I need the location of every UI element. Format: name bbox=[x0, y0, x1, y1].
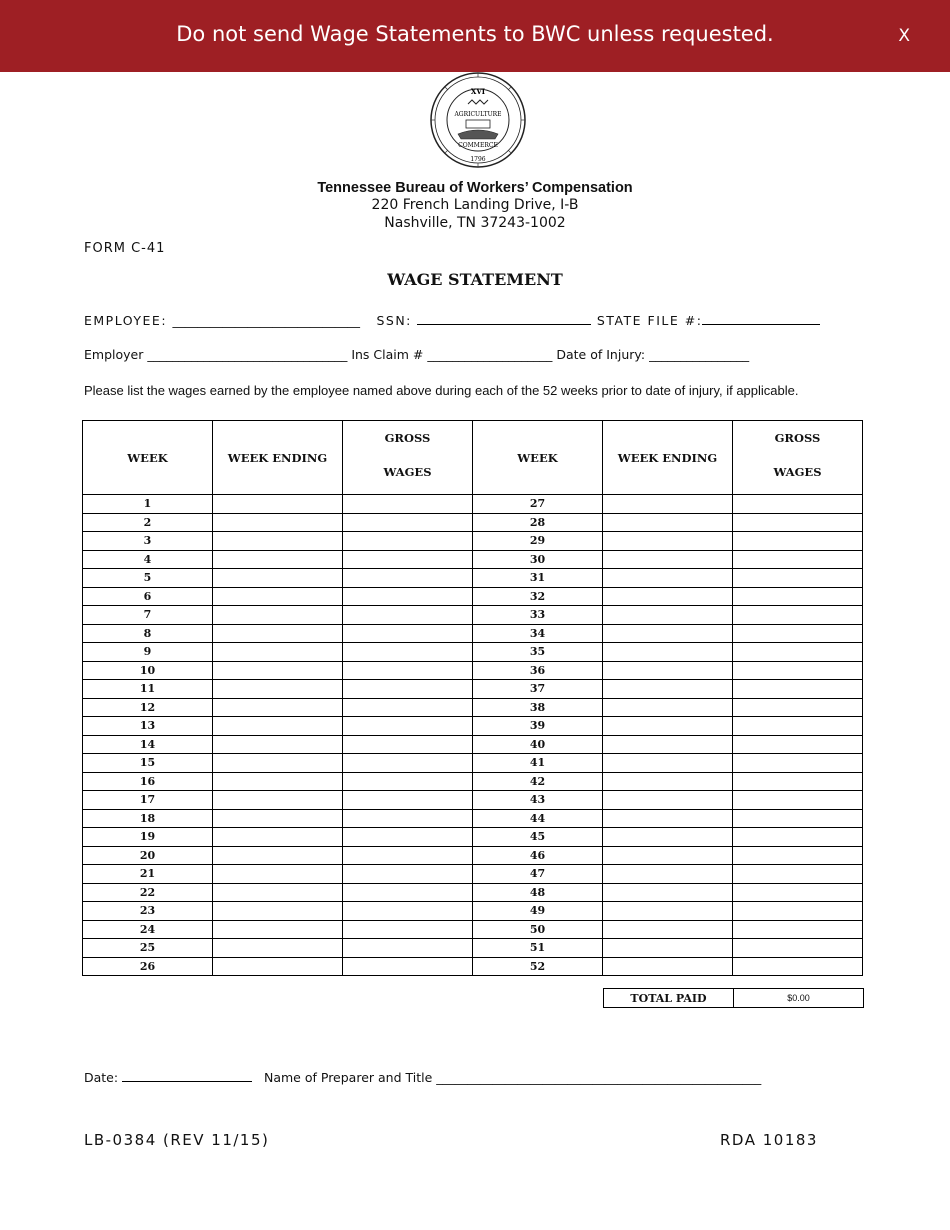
week-number-cell: 33 bbox=[473, 606, 603, 625]
preparer-label: Name of Preparer and Title bbox=[264, 1070, 433, 1085]
gross-wages-input[interactable] bbox=[343, 698, 473, 717]
week-number-cell: 42 bbox=[473, 772, 603, 791]
gross-wages-input[interactable] bbox=[343, 846, 473, 865]
table-row bbox=[83, 902, 863, 921]
week-ending-input[interactable] bbox=[213, 828, 343, 847]
week-ending-input[interactable] bbox=[213, 717, 343, 736]
table-row bbox=[83, 717, 863, 736]
week-number-cell: 22 bbox=[83, 883, 213, 902]
date-of-injury-label: Date of Injury: bbox=[556, 347, 646, 362]
week-number-cell: 51 bbox=[473, 939, 603, 958]
week-number-cell: 26 bbox=[83, 957, 213, 976]
week-ending-input[interactable] bbox=[213, 661, 343, 680]
table-row bbox=[83, 569, 863, 588]
gross-wages-input[interactable] bbox=[733, 809, 863, 828]
table-row bbox=[83, 791, 863, 810]
header-wages-right: WAGES bbox=[773, 464, 822, 479]
week-number-cell: 34 bbox=[473, 624, 603, 643]
gross-wages-input[interactable] bbox=[733, 680, 863, 699]
week-number-cell: 40 bbox=[473, 735, 603, 754]
employee-label: EMPLOYEE: bbox=[84, 313, 168, 328]
week-number-cell: 2 bbox=[83, 513, 213, 532]
week-number-cell: 17 bbox=[83, 791, 213, 810]
week-ending-input[interactable] bbox=[213, 680, 343, 699]
state-file-label: STATE FILE #: bbox=[596, 313, 703, 328]
gross-wages-input[interactable] bbox=[733, 791, 863, 810]
table-row bbox=[83, 606, 863, 625]
employer-row bbox=[84, 347, 749, 362]
week-number-cell: 39 bbox=[473, 717, 603, 736]
week-number-cell: 19 bbox=[83, 828, 213, 847]
week-number-cell: 3 bbox=[83, 532, 213, 551]
gross-wages-input[interactable] bbox=[343, 606, 473, 625]
header-week-ending-right: WEEK ENDING bbox=[603, 421, 733, 495]
gross-wages-input[interactable] bbox=[343, 883, 473, 902]
week-number-cell: 12 bbox=[83, 698, 213, 717]
gross-wages-input[interactable] bbox=[733, 754, 863, 773]
week-number-cell: 45 bbox=[473, 828, 603, 847]
gross-wages-input[interactable] bbox=[343, 865, 473, 884]
week-ending-input[interactable] bbox=[213, 754, 343, 773]
ssn-field[interactable] bbox=[417, 312, 591, 325]
gross-wages-input[interactable] bbox=[343, 902, 473, 921]
gross-wages-input[interactable] bbox=[343, 754, 473, 773]
total-row bbox=[604, 989, 864, 1008]
week-number-cell: 14 bbox=[83, 735, 213, 754]
rda-code: RDA 10183 bbox=[720, 1131, 818, 1149]
week-number-cell: 7 bbox=[83, 606, 213, 625]
gross-wages-input[interactable] bbox=[343, 587, 473, 606]
week-number-cell: 6 bbox=[83, 587, 213, 606]
gross-wages-input[interactable] bbox=[343, 569, 473, 588]
date-label: Date: bbox=[84, 1070, 119, 1085]
week-ending-input[interactable] bbox=[603, 661, 733, 680]
gross-wages-input[interactable] bbox=[343, 791, 473, 810]
gross-wages-input[interactable] bbox=[733, 606, 863, 625]
week-number-cell: 47 bbox=[473, 865, 603, 884]
week-number-cell: 43 bbox=[473, 791, 603, 810]
gross-wages-input[interactable] bbox=[733, 735, 863, 754]
week-ending-input[interactable] bbox=[213, 495, 343, 514]
week-number-cell: 46 bbox=[473, 846, 603, 865]
week-ending-input[interactable] bbox=[603, 809, 733, 828]
week-number-cell: 25 bbox=[83, 939, 213, 958]
ins-claim-label: Ins Claim # bbox=[351, 347, 424, 362]
gross-wages-input[interactable] bbox=[733, 846, 863, 865]
header-gross-right: GROSS bbox=[774, 430, 821, 445]
week-ending-input[interactable] bbox=[603, 569, 733, 588]
week-ending-input[interactable] bbox=[603, 624, 733, 643]
week-number-cell: 35 bbox=[473, 643, 603, 662]
gross-wages-input[interactable] bbox=[343, 828, 473, 847]
week-ending-input[interactable] bbox=[603, 754, 733, 773]
form-id: FORM C-41 bbox=[84, 241, 166, 256]
week-ending-input[interactable] bbox=[603, 865, 733, 884]
week-number-cell: 16 bbox=[83, 772, 213, 791]
preparer-field[interactable]: ____________________________________________________ bbox=[436, 1070, 762, 1085]
seal-commerce-text: COMMERCE bbox=[458, 142, 498, 149]
week-number-cell: 32 bbox=[473, 587, 603, 606]
gross-wages-input[interactable] bbox=[733, 717, 863, 736]
week-ending-input[interactable] bbox=[213, 606, 343, 625]
gross-wages-input[interactable] bbox=[343, 957, 473, 976]
week-number-cell: 50 bbox=[473, 920, 603, 939]
table-row bbox=[83, 920, 863, 939]
header-gross-wages-right bbox=[733, 421, 863, 495]
gross-wages-input[interactable] bbox=[733, 513, 863, 532]
week-number-cell: 9 bbox=[83, 643, 213, 662]
header-week-left: WEEK bbox=[83, 421, 213, 495]
week-ending-input[interactable] bbox=[213, 643, 343, 662]
week-ending-input[interactable] bbox=[603, 495, 733, 514]
week-number-cell: 23 bbox=[83, 902, 213, 921]
agency-name: Tennessee Bureau of Workers’ Compensation bbox=[317, 180, 633, 196]
table-row bbox=[83, 495, 863, 514]
week-ending-input[interactable] bbox=[603, 680, 733, 699]
gross-wages-input[interactable] bbox=[733, 865, 863, 884]
gross-wages-input[interactable] bbox=[733, 624, 863, 643]
gross-wages-input[interactable] bbox=[343, 680, 473, 699]
week-ending-input[interactable] bbox=[603, 883, 733, 902]
banner-message: Do not send Wage Statements to BWC unless requested. bbox=[176, 22, 774, 46]
week-number-cell: 37 bbox=[473, 680, 603, 699]
seal-agriculture-text: AGRICULTURE bbox=[454, 111, 502, 118]
table-row bbox=[83, 550, 863, 569]
week-number-cell: 31 bbox=[473, 569, 603, 588]
wage-table bbox=[82, 420, 863, 976]
week-ending-input[interactable] bbox=[603, 532, 733, 551]
week-ending-input[interactable] bbox=[603, 772, 733, 791]
header-week-right: WEEK bbox=[473, 421, 603, 495]
gross-wages-input[interactable] bbox=[733, 957, 863, 976]
week-ending-input[interactable] bbox=[213, 550, 343, 569]
week-ending-input[interactable] bbox=[603, 735, 733, 754]
gross-wages-input[interactable] bbox=[733, 939, 863, 958]
table-row bbox=[83, 865, 863, 884]
total-table bbox=[603, 988, 864, 1008]
week-number-cell: 5 bbox=[83, 569, 213, 588]
table-row bbox=[83, 754, 863, 773]
week-ending-input[interactable] bbox=[213, 624, 343, 643]
gross-wages-input[interactable] bbox=[343, 661, 473, 680]
gross-wages-input[interactable] bbox=[343, 772, 473, 791]
gross-wages-input[interactable] bbox=[733, 902, 863, 921]
week-ending-input[interactable] bbox=[603, 513, 733, 532]
week-ending-input[interactable] bbox=[213, 939, 343, 958]
date-of-injury-field[interactable]: ________________ bbox=[649, 347, 750, 362]
gross-wages-input[interactable] bbox=[733, 828, 863, 847]
employee-field[interactable]: ______________________________ bbox=[172, 313, 361, 328]
table-row bbox=[83, 883, 863, 902]
week-number-cell: 4 bbox=[83, 550, 213, 569]
table-row bbox=[83, 772, 863, 791]
week-ending-input[interactable] bbox=[213, 957, 343, 976]
gross-wages-input[interactable] bbox=[343, 643, 473, 662]
table-row bbox=[83, 643, 863, 662]
agency-address-line2: Nashville, TN 37243-1002 bbox=[384, 215, 566, 231]
table-row bbox=[83, 532, 863, 551]
total-paid-label: TOTAL PAID bbox=[604, 989, 734, 1008]
gross-wages-input[interactable] bbox=[733, 883, 863, 902]
notice-banner bbox=[0, 0, 950, 72]
week-ending-input[interactable] bbox=[603, 606, 733, 625]
table-row bbox=[83, 513, 863, 532]
gross-wages-input[interactable] bbox=[343, 939, 473, 958]
week-number-cell: 8 bbox=[83, 624, 213, 643]
header-gross-left: GROSS bbox=[384, 430, 431, 445]
gross-wages-input[interactable] bbox=[733, 698, 863, 717]
seal-numeral: XVI bbox=[470, 87, 486, 96]
signature-date-field[interactable] bbox=[122, 1069, 252, 1082]
week-ending-input[interactable] bbox=[603, 920, 733, 939]
week-ending-input[interactable] bbox=[603, 828, 733, 847]
state-file-field[interactable] bbox=[702, 312, 820, 325]
table-row bbox=[83, 661, 863, 680]
week-number-cell: 49 bbox=[473, 902, 603, 921]
header-week-ending-left: WEEK ENDING bbox=[213, 421, 343, 495]
instructions: Please list the wages earned by the employee named above during each of the 52 weeks prior to date of injury, if applicable. bbox=[84, 383, 799, 398]
gross-wages-input[interactable] bbox=[733, 569, 863, 588]
table-row bbox=[83, 809, 863, 828]
table-row bbox=[83, 680, 863, 699]
week-ending-input[interactable] bbox=[213, 809, 343, 828]
week-ending-input[interactable] bbox=[603, 902, 733, 921]
week-number-cell: 27 bbox=[473, 495, 603, 514]
gross-wages-input[interactable] bbox=[733, 495, 863, 514]
gross-wages-input[interactable] bbox=[733, 920, 863, 939]
employer-field[interactable]: ________________________________ bbox=[147, 347, 348, 362]
gross-wages-input[interactable] bbox=[733, 772, 863, 791]
employer-label: Employer bbox=[84, 347, 144, 362]
week-ending-input[interactable] bbox=[213, 791, 343, 810]
gross-wages-input[interactable] bbox=[343, 735, 473, 754]
week-ending-input[interactable] bbox=[213, 513, 343, 532]
gross-wages-input[interactable] bbox=[343, 624, 473, 643]
table-row bbox=[83, 624, 863, 643]
table-row bbox=[83, 828, 863, 847]
form-code: LB-0384 (REV 11/15) bbox=[84, 1131, 270, 1149]
gross-wages-input[interactable] bbox=[733, 532, 863, 551]
week-number-cell: 44 bbox=[473, 809, 603, 828]
week-number-cell: 38 bbox=[473, 698, 603, 717]
close-banner-button[interactable]: X bbox=[898, 26, 910, 46]
week-ending-input[interactable] bbox=[213, 883, 343, 902]
agency-address-line1: 220 French Landing Drive, I-B bbox=[371, 197, 579, 213]
week-number-cell: 48 bbox=[473, 883, 603, 902]
week-ending-input[interactable] bbox=[213, 587, 343, 606]
week-ending-input[interactable] bbox=[213, 698, 343, 717]
week-ending-input[interactable] bbox=[603, 698, 733, 717]
week-number-cell: 30 bbox=[473, 550, 603, 569]
table-row bbox=[83, 846, 863, 865]
gross-wages-input[interactable] bbox=[343, 513, 473, 532]
week-ending-input[interactable] bbox=[213, 569, 343, 588]
page-title: WAGE STATEMENT bbox=[387, 270, 563, 289]
total-paid-value: $0.00 bbox=[734, 989, 864, 1008]
gross-wages-input[interactable] bbox=[733, 550, 863, 569]
week-ending-input[interactable] bbox=[213, 902, 343, 921]
table-row bbox=[83, 957, 863, 976]
week-ending-input[interactable] bbox=[213, 772, 343, 791]
week-ending-input[interactable] bbox=[213, 735, 343, 754]
week-ending-input[interactable] bbox=[603, 643, 733, 662]
gross-wages-input[interactable] bbox=[343, 920, 473, 939]
week-ending-input[interactable] bbox=[603, 957, 733, 976]
ssn-label: SSN: bbox=[376, 313, 412, 328]
week-number-cell: 13 bbox=[83, 717, 213, 736]
signature-row bbox=[84, 1069, 761, 1085]
table-row bbox=[83, 735, 863, 754]
gross-wages-input[interactable] bbox=[733, 587, 863, 606]
week-number-cell: 24 bbox=[83, 920, 213, 939]
week-ending-input[interactable] bbox=[603, 550, 733, 569]
week-number-cell: 10 bbox=[83, 661, 213, 680]
week-ending-input[interactable] bbox=[603, 846, 733, 865]
week-number-cell: 28 bbox=[473, 513, 603, 532]
week-ending-input[interactable] bbox=[213, 920, 343, 939]
week-number-cell: 20 bbox=[83, 846, 213, 865]
week-number-cell: 11 bbox=[83, 680, 213, 699]
gross-wages-input[interactable] bbox=[733, 643, 863, 662]
week-number-cell: 52 bbox=[473, 957, 603, 976]
week-number-cell: 29 bbox=[473, 532, 603, 551]
week-number-cell: 1 bbox=[83, 495, 213, 514]
week-ending-input[interactable] bbox=[603, 791, 733, 810]
table-row bbox=[83, 587, 863, 606]
week-number-cell: 36 bbox=[473, 661, 603, 680]
table-row bbox=[83, 939, 863, 958]
week-ending-input[interactable] bbox=[213, 532, 343, 551]
week-number-cell: 21 bbox=[83, 865, 213, 884]
week-number-cell: 18 bbox=[83, 809, 213, 828]
week-ending-input[interactable] bbox=[603, 587, 733, 606]
header-gross-wages-left bbox=[343, 421, 473, 495]
state-seal-icon bbox=[428, 68, 528, 172]
week-ending-input[interactable] bbox=[603, 939, 733, 958]
gross-wages-input[interactable] bbox=[343, 495, 473, 514]
gross-wages-input[interactable] bbox=[343, 550, 473, 569]
table-header-row bbox=[83, 421, 863, 495]
gross-wages-input[interactable] bbox=[343, 717, 473, 736]
week-ending-input[interactable] bbox=[213, 865, 343, 884]
week-ending-input[interactable] bbox=[603, 717, 733, 736]
week-ending-input[interactable] bbox=[213, 846, 343, 865]
ins-claim-field[interactable]: ____________________ bbox=[427, 347, 553, 362]
employee-row bbox=[84, 312, 820, 328]
gross-wages-input[interactable] bbox=[343, 809, 473, 828]
seal-year-text: 1796 bbox=[470, 156, 486, 163]
week-number-cell: 15 bbox=[83, 754, 213, 773]
table-row bbox=[83, 698, 863, 717]
header-wages-left: WAGES bbox=[383, 464, 432, 479]
week-number-cell: 41 bbox=[473, 754, 603, 773]
gross-wages-input[interactable] bbox=[733, 661, 863, 680]
gross-wages-input[interactable] bbox=[343, 532, 473, 551]
